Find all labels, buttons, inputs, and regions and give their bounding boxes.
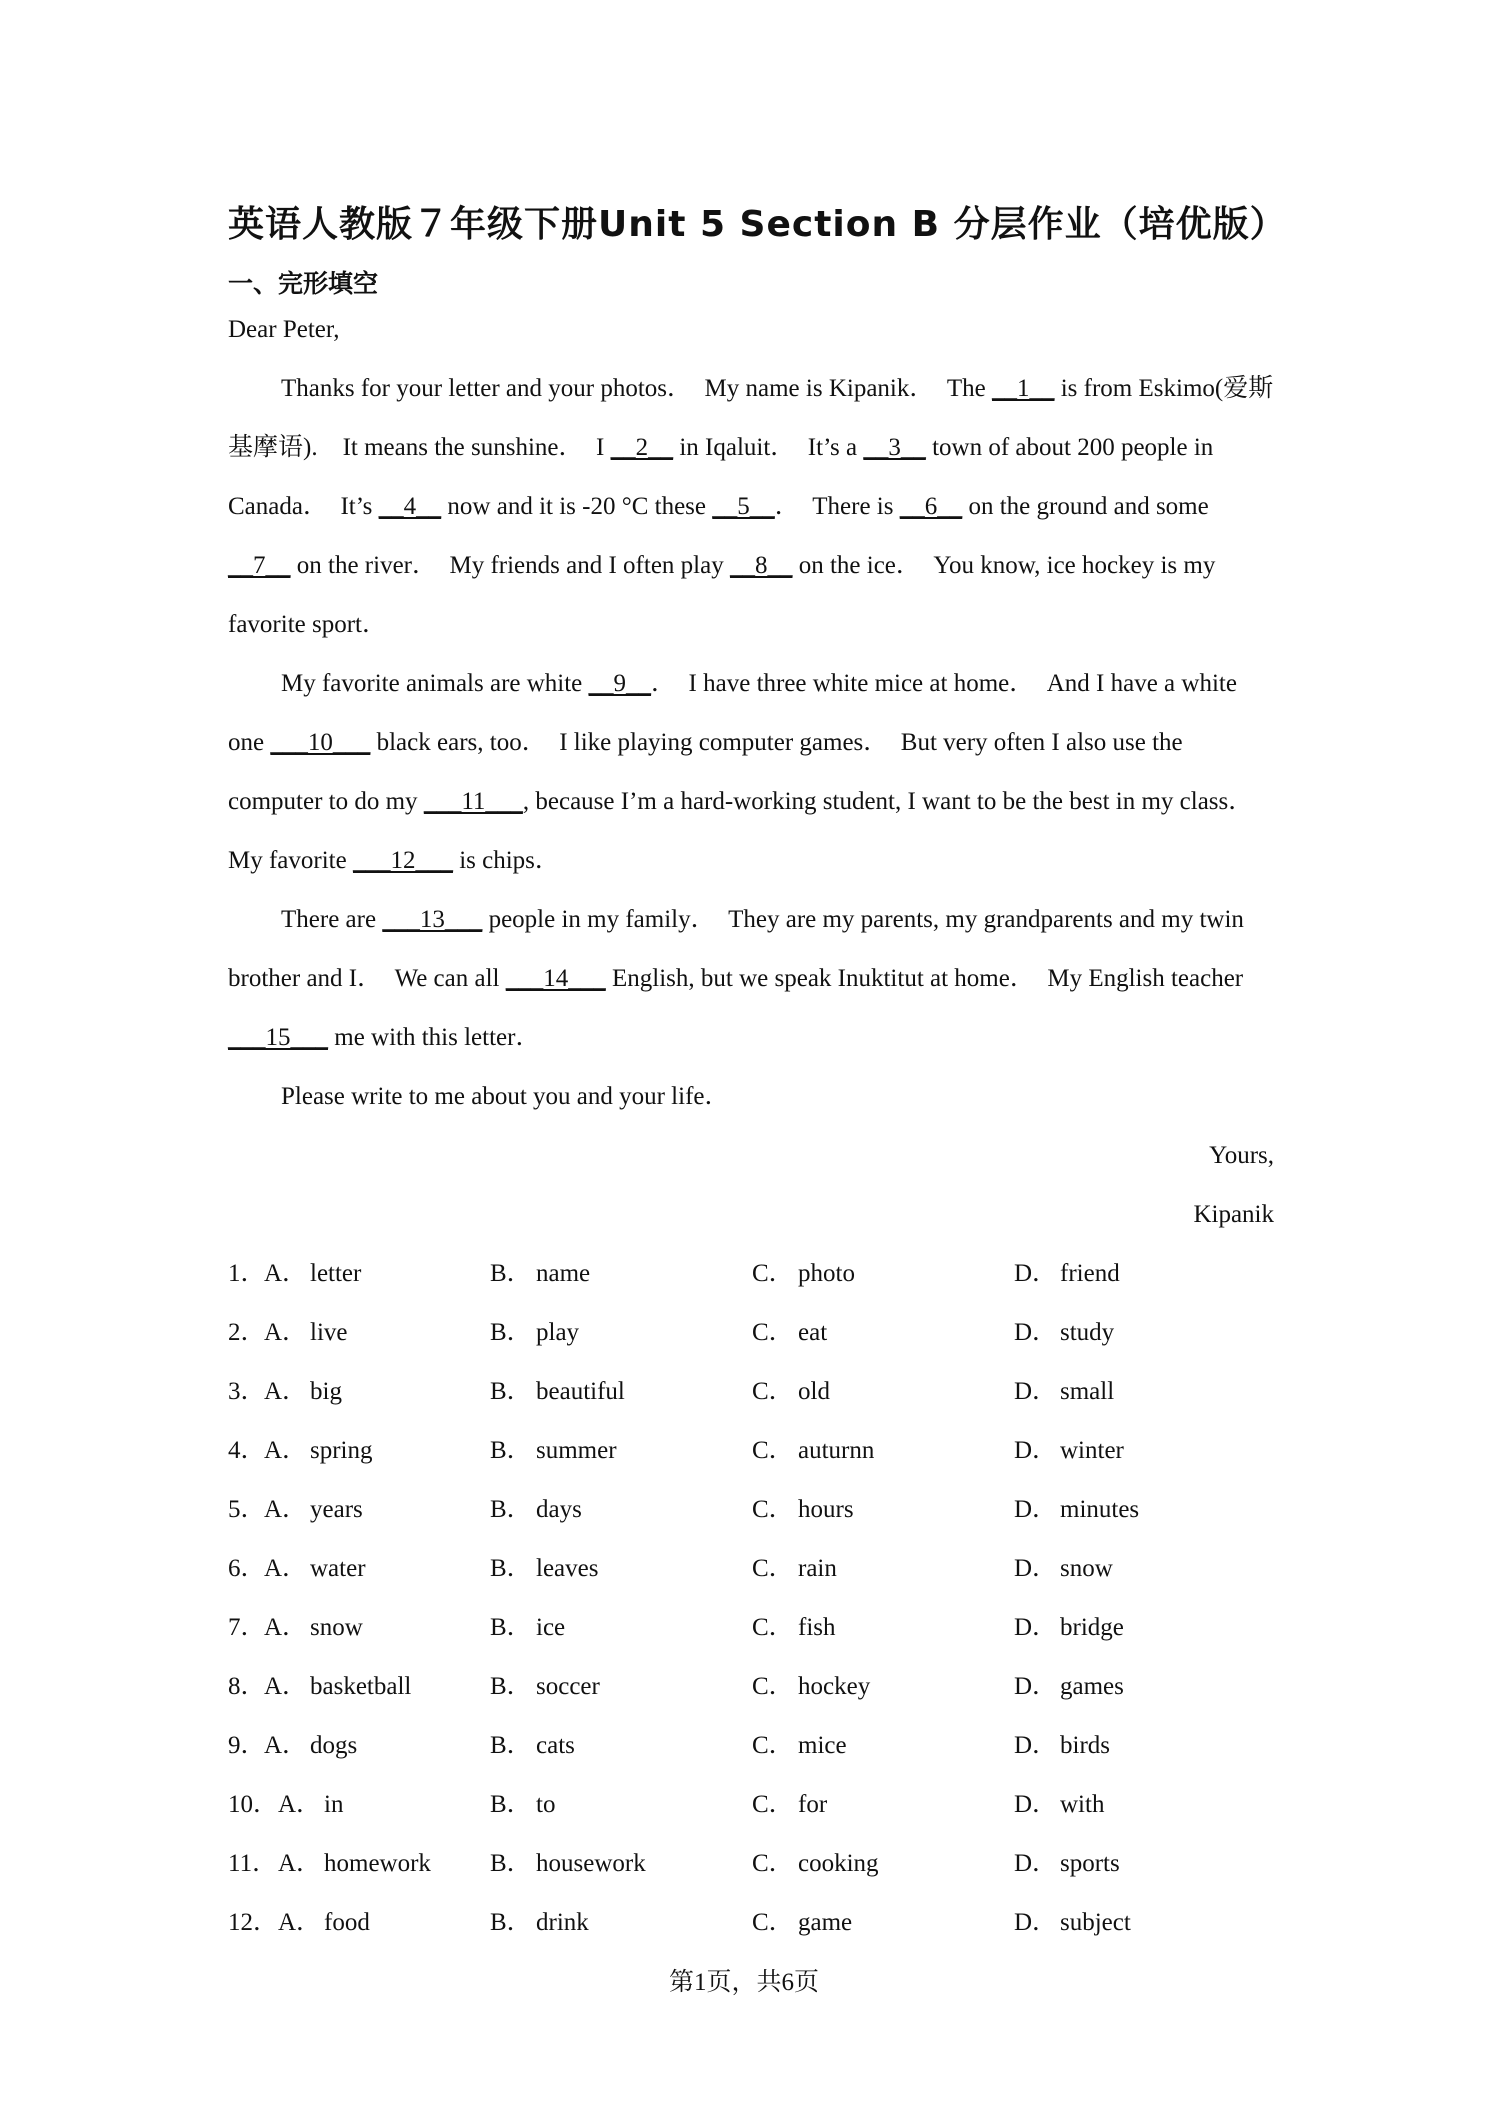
- letter-text: people in my family． They are my parents, my grandparents and my twin brother and I． We can all: [228, 906, 1244, 992]
- option-letter: D．: [1014, 1614, 1058, 1641]
- option-letter: B．: [490, 1496, 532, 1523]
- letter-paragraph-2: [228, 654, 1274, 890]
- option-letter: B．: [490, 1791, 532, 1818]
- option-b: [490, 1716, 575, 1775]
- option-text: homework: [324, 1850, 431, 1877]
- option-d: [1014, 1539, 1113, 1598]
- option-d: [1014, 1421, 1124, 1480]
- cloze-blank: __1__: [991, 375, 1055, 402]
- question-row: [228, 1834, 1274, 1893]
- option-text: cooking: [798, 1850, 879, 1877]
- option-text: fish: [798, 1614, 836, 1641]
- letter-text: on the ground and some: [962, 493, 1209, 520]
- option-c: [752, 1421, 874, 1480]
- letter-text: town of about 200 people in Canada． It’s: [228, 434, 1214, 520]
- question-number: 4．: [228, 1437, 266, 1464]
- option-d: [1014, 1480, 1139, 1539]
- cloze-blank: __5__: [712, 493, 775, 520]
- letter-text: on the ice． You know, ice hockey is my favorite sport．: [228, 552, 1216, 638]
- cloze-letter: [228, 300, 1274, 1244]
- option-letter: D．: [1014, 1496, 1058, 1523]
- option-letter: C．: [752, 1378, 794, 1405]
- letter-paragraph-1: [228, 359, 1274, 654]
- option-a: [264, 1539, 366, 1598]
- option-text: spring: [310, 1437, 373, 1464]
- question-row: [228, 1539, 1274, 1598]
- option-text: winter: [1060, 1437, 1124, 1464]
- option-a: [264, 1303, 348, 1362]
- option-letter: A．: [278, 1791, 322, 1818]
- cloze-blank: __6__: [899, 493, 963, 520]
- option-text: to: [536, 1791, 556, 1818]
- letter-text: Thanks for your letter and your photos． My name is Kipanik． The: [281, 375, 992, 402]
- option-letter: D．: [1014, 1673, 1058, 1700]
- letter-signature: Kipanik: [1193, 1201, 1274, 1228]
- option-c: [752, 1539, 837, 1598]
- option-text: in: [324, 1791, 344, 1818]
- option-c: [752, 1480, 854, 1539]
- option-c: [752, 1775, 827, 1834]
- option-b: [490, 1834, 646, 1893]
- question-number: 12．: [228, 1909, 279, 1936]
- option-a: [264, 1244, 361, 1303]
- option-letter: B．: [490, 1555, 532, 1582]
- option-letter: A．: [264, 1555, 308, 1582]
- option-text: bridge: [1060, 1614, 1124, 1641]
- question-row: [228, 1421, 1274, 1480]
- option-text: sports: [1060, 1850, 1120, 1877]
- option-text: food: [324, 1909, 370, 1936]
- option-letter: C．: [752, 1909, 794, 1936]
- option-letter: A．: [264, 1378, 308, 1405]
- question-number: 1．: [228, 1260, 266, 1287]
- option-letter: C．: [752, 1496, 794, 1523]
- option-text: drink: [536, 1909, 589, 1936]
- cloze-blank: ___12___: [352, 847, 453, 874]
- question-row: [228, 1303, 1274, 1362]
- option-letter: B．: [490, 1732, 532, 1759]
- option-b: [490, 1244, 590, 1303]
- page-footer: 第1页，共6页: [668, 1969, 819, 1996]
- option-c: [752, 1303, 827, 1362]
- option-letter: C．: [752, 1437, 794, 1464]
- option-b: [490, 1480, 582, 1539]
- option-text: hours: [798, 1496, 854, 1523]
- letter-closing: Yours,: [1209, 1142, 1274, 1169]
- letter-text: is from Eskimo(爱斯基摩语). It means the sunshine． I: [228, 375, 1274, 461]
- option-text: big: [310, 1378, 342, 1405]
- option-letter: A．: [264, 1614, 308, 1641]
- option-letter: A．: [264, 1496, 308, 1523]
- letter-text: on the river． My friends and I often play: [290, 552, 730, 579]
- letter-greeting: Dear Peter,: [228, 316, 340, 343]
- question-number: 5．: [228, 1496, 266, 1523]
- option-c: [752, 1657, 870, 1716]
- option-letter: C．: [752, 1791, 794, 1818]
- option-text: days: [536, 1496, 582, 1523]
- option-letter: A．: [264, 1260, 308, 1287]
- option-a: [264, 1362, 342, 1421]
- option-text: soccer: [536, 1673, 600, 1700]
- option-letter: B．: [490, 1614, 532, 1641]
- question-number: 6．: [228, 1555, 266, 1582]
- option-text: photo: [798, 1260, 855, 1287]
- letter-text: ． I have three white mice at home． And I have a white one: [228, 670, 1237, 756]
- cloze-blank: ___14___: [505, 965, 606, 992]
- option-letter: B．: [490, 1378, 532, 1405]
- option-d: [1014, 1244, 1120, 1303]
- letter-text: is chips．: [452, 847, 560, 874]
- option-c: [752, 1834, 879, 1893]
- option-letter: B．: [490, 1909, 532, 1936]
- question-number: 7．: [228, 1614, 266, 1641]
- letter-text: ． There is: [774, 493, 900, 520]
- cloze-blank: ___15___: [228, 1024, 328, 1051]
- option-a: [264, 1421, 373, 1480]
- option-letter: C．: [752, 1614, 794, 1641]
- option-letter: D．: [1014, 1732, 1058, 1759]
- option-letter: A．: [264, 1437, 308, 1464]
- option-a: [278, 1775, 343, 1834]
- cloze-blank: __2__: [610, 434, 674, 461]
- option-letter: C．: [752, 1260, 794, 1287]
- option-letter: D．: [1014, 1555, 1058, 1582]
- option-letter: C．: [752, 1673, 794, 1700]
- option-a: [278, 1893, 370, 1952]
- letter-text: English, but we speak Inuktitut at home． My English teacher: [605, 965, 1244, 992]
- letter-text: black ears, too． I like playing computer games． But very often I also use the computer to do my: [228, 729, 1183, 815]
- question-number: 10．: [228, 1791, 279, 1818]
- option-letter: D．: [1014, 1850, 1058, 1877]
- option-letter: A．: [264, 1319, 308, 1346]
- option-c: [752, 1716, 847, 1775]
- option-text: subject: [1060, 1909, 1131, 1936]
- cloze-blank: ___13___: [382, 906, 483, 933]
- option-d: [1014, 1303, 1114, 1362]
- option-letter: C．: [752, 1319, 794, 1346]
- letter-text: me with this letter．: [328, 1024, 541, 1051]
- option-d: [1014, 1598, 1124, 1657]
- cloze-blank: ___11___: [423, 788, 523, 815]
- option-text: dogs: [310, 1732, 358, 1759]
- option-letter: C．: [752, 1732, 794, 1759]
- letter-text: in Iqaluit． It’s a: [673, 434, 864, 461]
- option-text: with: [1060, 1791, 1105, 1818]
- option-letter: C．: [752, 1555, 794, 1582]
- cloze-blank: ___10___: [270, 729, 371, 756]
- option-b: [490, 1362, 625, 1421]
- option-text: games: [1060, 1673, 1124, 1700]
- option-letter: B．: [490, 1319, 532, 1346]
- option-text: snow: [310, 1614, 363, 1641]
- option-letter: A．: [264, 1673, 308, 1700]
- option-text: eat: [798, 1319, 828, 1346]
- cloze-blank: __7__: [228, 552, 291, 579]
- option-c: [752, 1244, 855, 1303]
- option-letter: D．: [1014, 1909, 1058, 1936]
- question-row: [228, 1480, 1274, 1539]
- option-text: snow: [1060, 1555, 1113, 1582]
- option-letter: B．: [490, 1850, 532, 1877]
- question-row: [228, 1775, 1274, 1834]
- question-number: 9．: [228, 1732, 266, 1759]
- option-text: for: [798, 1791, 828, 1818]
- cloze-blank: __3__: [863, 434, 926, 461]
- option-text: live: [310, 1319, 348, 1346]
- option-text: small: [1060, 1378, 1115, 1405]
- question-row: [228, 1657, 1274, 1716]
- option-letter: C．: [752, 1850, 794, 1877]
- letter-text: My favorite animals are white: [281, 670, 589, 697]
- option-d: [1014, 1834, 1120, 1893]
- question-row: [228, 1598, 1274, 1657]
- option-a: [264, 1598, 363, 1657]
- option-letter: B．: [490, 1260, 532, 1287]
- option-d: [1014, 1657, 1124, 1716]
- option-text: ice: [536, 1614, 566, 1641]
- option-a: [278, 1834, 431, 1893]
- option-a: [264, 1657, 411, 1716]
- section-heading: 一、完形填空: [228, 269, 379, 298]
- option-letter: A．: [278, 1850, 322, 1877]
- question-row: [228, 1362, 1274, 1421]
- option-text: beautiful: [536, 1378, 625, 1405]
- option-text: auturnn: [798, 1437, 875, 1464]
- option-letter: A．: [264, 1732, 308, 1759]
- option-a: [264, 1716, 357, 1775]
- option-a: [264, 1480, 363, 1539]
- option-letter: B．: [490, 1673, 532, 1700]
- option-text: hockey: [798, 1673, 871, 1700]
- letter-text: There are: [281, 906, 383, 933]
- question-number: 2．: [228, 1319, 266, 1346]
- letter-paragraph-4: Please write to me about you and your life．: [281, 1083, 730, 1110]
- option-b: [490, 1539, 598, 1598]
- option-text: study: [1060, 1319, 1115, 1346]
- question-row: [228, 1244, 1274, 1303]
- option-b: [490, 1421, 617, 1480]
- option-text: birds: [1060, 1732, 1110, 1759]
- letter-text: , because I’m a hard-working student, I want to be the best in my class． My favorite: [228, 788, 1266, 874]
- option-text: water: [310, 1555, 366, 1582]
- cloze-blank: __8__: [729, 552, 793, 579]
- option-text: play: [536, 1319, 580, 1346]
- question-number: 11．: [228, 1850, 278, 1877]
- option-b: [490, 1598, 565, 1657]
- option-c: [752, 1598, 836, 1657]
- option-text: letter: [310, 1260, 362, 1287]
- option-text: leaves: [536, 1555, 599, 1582]
- option-text: rain: [798, 1555, 837, 1582]
- option-d: [1014, 1362, 1114, 1421]
- option-letter: A．: [278, 1909, 322, 1936]
- option-text: friend: [1060, 1260, 1120, 1287]
- option-text: summer: [536, 1437, 617, 1464]
- option-text: name: [536, 1260, 591, 1287]
- cloze-blank: __9__: [588, 670, 652, 697]
- option-letter: D．: [1014, 1378, 1058, 1405]
- page-title: 英语人教版７年级下册Unit 5 Section B 分层作业（培优版）: [228, 204, 1287, 245]
- question-number: 8．: [228, 1673, 266, 1700]
- option-text: mice: [798, 1732, 847, 1759]
- question-row: [228, 1893, 1274, 1952]
- option-d: [1014, 1716, 1110, 1775]
- option-text: cats: [536, 1732, 575, 1759]
- cloze-blank: __4__: [378, 493, 442, 520]
- option-letter: D．: [1014, 1319, 1058, 1346]
- option-text: housework: [536, 1850, 646, 1877]
- option-text: game: [798, 1909, 853, 1936]
- answer-options: [228, 1244, 1274, 1952]
- option-text: minutes: [1060, 1496, 1140, 1523]
- letter-text: now and it is -20 °C these: [441, 493, 713, 520]
- option-b: [490, 1303, 579, 1362]
- option-c: [752, 1893, 852, 1952]
- option-d: [1014, 1775, 1104, 1834]
- question-row: [228, 1716, 1274, 1775]
- letter-paragraph-3: [228, 890, 1274, 1067]
- question-number: 3．: [228, 1378, 266, 1405]
- option-letter: D．: [1014, 1260, 1058, 1287]
- option-letter: D．: [1014, 1437, 1058, 1464]
- option-text: basketball: [310, 1673, 412, 1700]
- option-text: old: [798, 1378, 830, 1405]
- option-letter: B．: [490, 1437, 532, 1464]
- option-b: [490, 1893, 589, 1952]
- option-b: [490, 1775, 555, 1834]
- option-letter: D．: [1014, 1791, 1058, 1818]
- option-d: [1014, 1893, 1131, 1952]
- option-c: [752, 1362, 830, 1421]
- option-text: years: [310, 1496, 363, 1523]
- option-b: [490, 1657, 600, 1716]
